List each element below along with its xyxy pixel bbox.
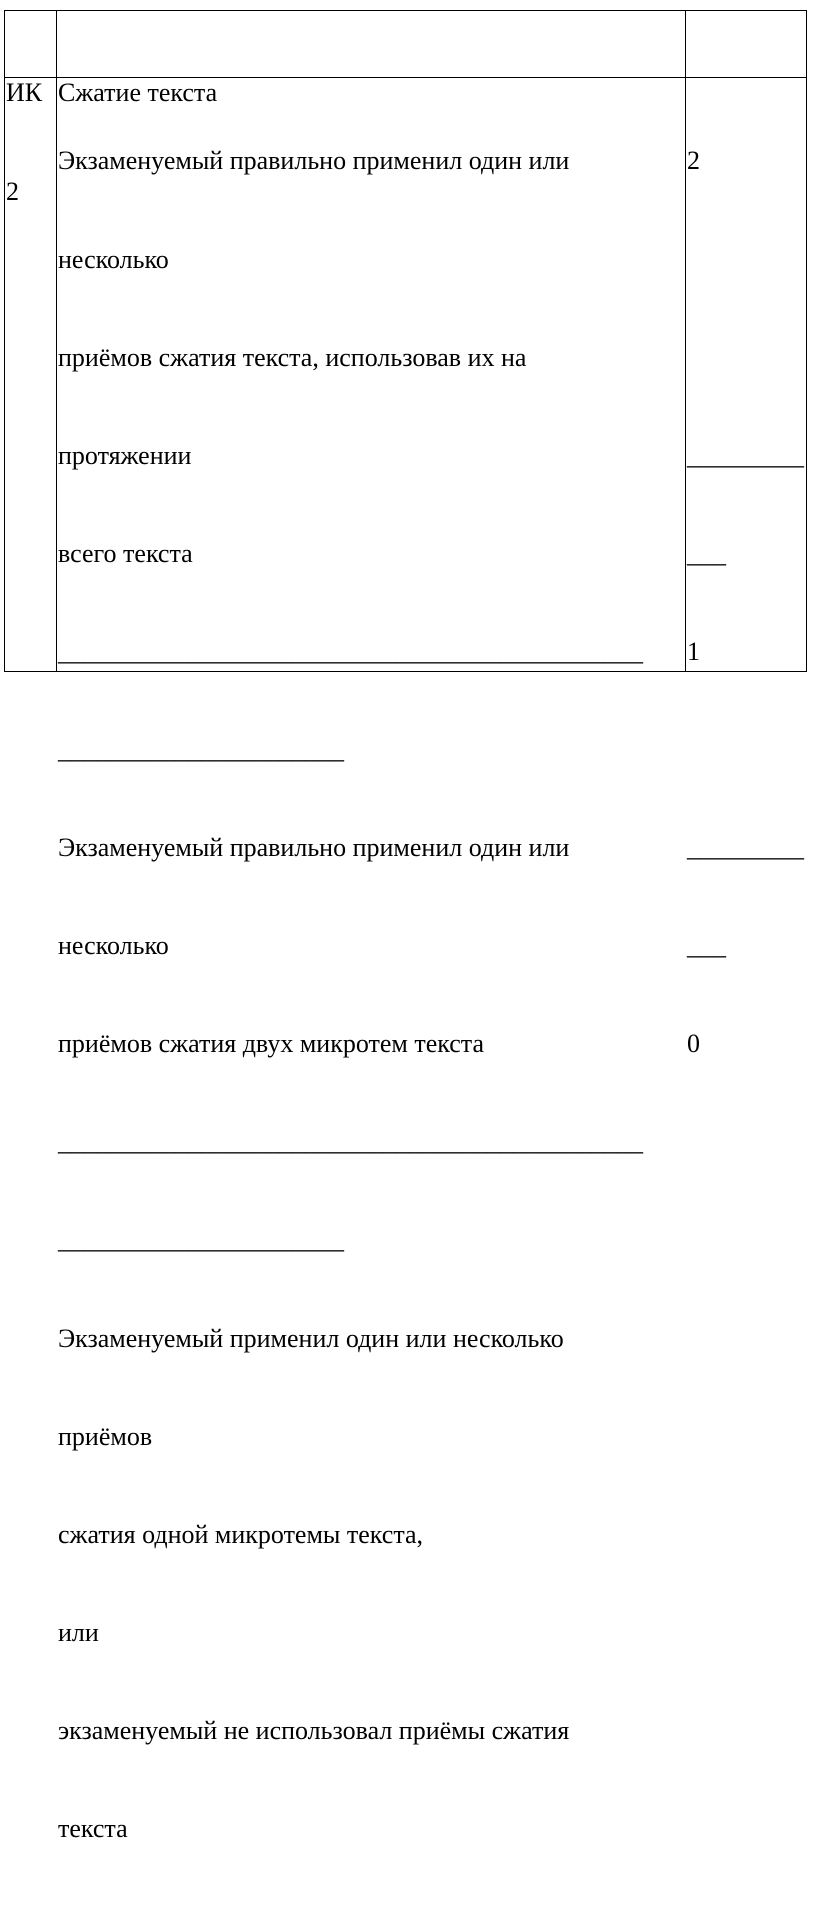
criteria-separator: _____________________________________________	[58, 1127, 643, 1157]
score-separator: ___	[687, 931, 726, 961]
score-separator: _________	[687, 440, 804, 470]
criteria-separator: ______________________	[58, 734, 344, 764]
header-code-line: 2	[6, 176, 19, 206]
criteria-separator: _____________________________________________	[58, 636, 643, 666]
score-spacer	[687, 342, 804, 375]
criteria-line: несколько	[58, 244, 169, 274]
table-border-col2	[685, 10, 686, 672]
criteria-line: Экзаменуемый правильно применил один или	[58, 833, 570, 863]
criteria-line: сжатия одной микротемы текста,	[58, 1519, 424, 1549]
score-value: 0	[687, 1029, 700, 1059]
table-border-col1	[56, 10, 57, 672]
criteria-table	[4, 10, 807, 1843]
table-border-right	[806, 10, 807, 672]
criteria-separator: ______________________	[58, 1225, 344, 1255]
criteria-line: приёмов	[58, 1421, 153, 1451]
header-code-cell	[6, 12, 42, 274]
criteria-line: экзаменуемый не использовал приёмы сжатия	[58, 1715, 570, 1745]
criteria-line: протяжении	[58, 440, 192, 470]
criteria-line: Экзаменуемый правильно применил один или	[58, 146, 570, 176]
score-value: 2	[687, 146, 700, 176]
table-border-top	[4, 10, 807, 11]
criteria-line: приёмов сжатия двух микротем текста	[58, 1029, 484, 1059]
criteria-line: всего текста	[58, 538, 193, 568]
score-spacer	[687, 734, 804, 767]
criteria-line: несколько	[58, 931, 169, 961]
table-border-left	[4, 10, 5, 672]
criteria-cell	[58, 80, 643, 1911]
criteria-line: Экзаменуемый применил один или несколько	[58, 1323, 564, 1353]
score-spacer	[687, 244, 804, 277]
header-title: Сжатие текста	[58, 78, 218, 108]
score-value: 1	[687, 636, 700, 666]
criteria-line: приёмов сжатия текста, использовав их на	[58, 342, 527, 372]
score-separator: _________	[687, 833, 804, 863]
score-separator: ___	[687, 538, 726, 568]
criteria-line: или	[58, 1617, 99, 1647]
header-code-line: ИК	[6, 78, 43, 108]
criteria-line: текста	[58, 1814, 128, 1843]
scores-cell	[687, 80, 804, 1126]
